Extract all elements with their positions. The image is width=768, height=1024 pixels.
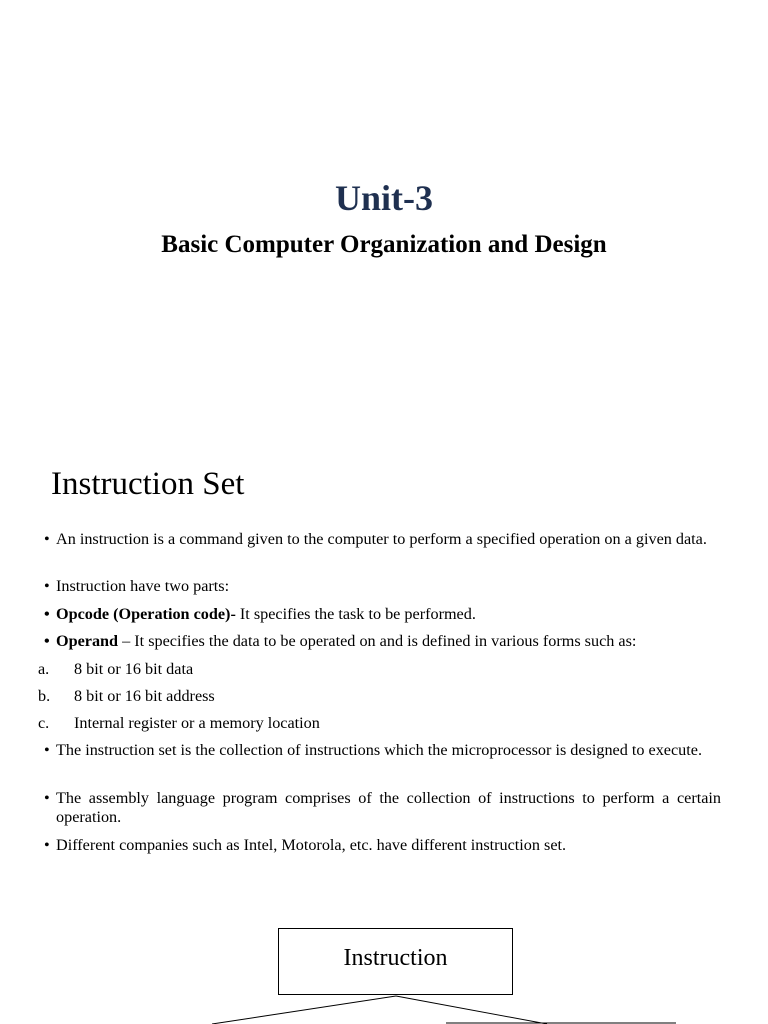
bullet-text: – It specifies the data to be operated on and is defined in various forms such as: [118, 632, 637, 650]
bullet-item-two-parts [44, 577, 721, 596]
unit-subtitle: Basic Computer Organization and Design [161, 231, 607, 258]
list-marker: c. [38, 714, 50, 732]
bullet-text: Instruction have two parts: [56, 577, 230, 595]
bullet-item-operand [44, 632, 721, 651]
bullet-term: Opcode (Operation code)- [56, 605, 236, 623]
bullet-item-definition [44, 530, 721, 549]
connector-line-right [396, 996, 547, 1024]
bullet-marker: • [44, 741, 50, 759]
list-text: 8 bit or 16 bit data [74, 660, 194, 678]
instruction-diagram-node [278, 928, 513, 995]
instruction-diagram-label: Instruction [343, 945, 448, 971]
bullet-text: The assembly language program comprises of the collection of instructions to perform a certain operation. [56, 789, 721, 826]
bullet-item-companies [44, 836, 721, 855]
bullet-text: The instruction set is the collection of instructions which the microprocessor is designed to execute. [56, 741, 702, 759]
bullet-text: It specifies the task to be performed. [235, 605, 476, 623]
bullet-marker: • [44, 789, 50, 807]
list-text: Internal register or a memory location [74, 714, 320, 732]
bullet-item-assembly [44, 789, 721, 827]
list-item-data [38, 660, 708, 679]
bullet-marker: • [44, 836, 50, 854]
bullet-text: An instruction is a command given to the computer to perform a specified operation on a given data. [56, 530, 707, 548]
bullet-item-opcode [44, 605, 721, 624]
bullet-marker: • [44, 577, 50, 595]
bullet-marker: • [44, 605, 50, 623]
list-item-address [38, 687, 708, 706]
bullet-marker: • [44, 632, 50, 650]
list-text: 8 bit or 16 bit address [74, 687, 215, 705]
list-marker: b. [38, 687, 51, 705]
bullet-marker: • [44, 530, 50, 548]
section-heading: Instruction Set [51, 466, 245, 502]
bullet-term: Operand [56, 632, 119, 650]
list-marker: a. [38, 660, 50, 678]
unit-title: Unit-3 [335, 178, 433, 218]
list-item-register [38, 714, 708, 733]
bullet-item-collection [44, 741, 721, 760]
bullet-text: Different companies such as Intel, Motorola, etc. have different instruction set. [56, 836, 567, 854]
connector-line-left [212, 996, 396, 1024]
